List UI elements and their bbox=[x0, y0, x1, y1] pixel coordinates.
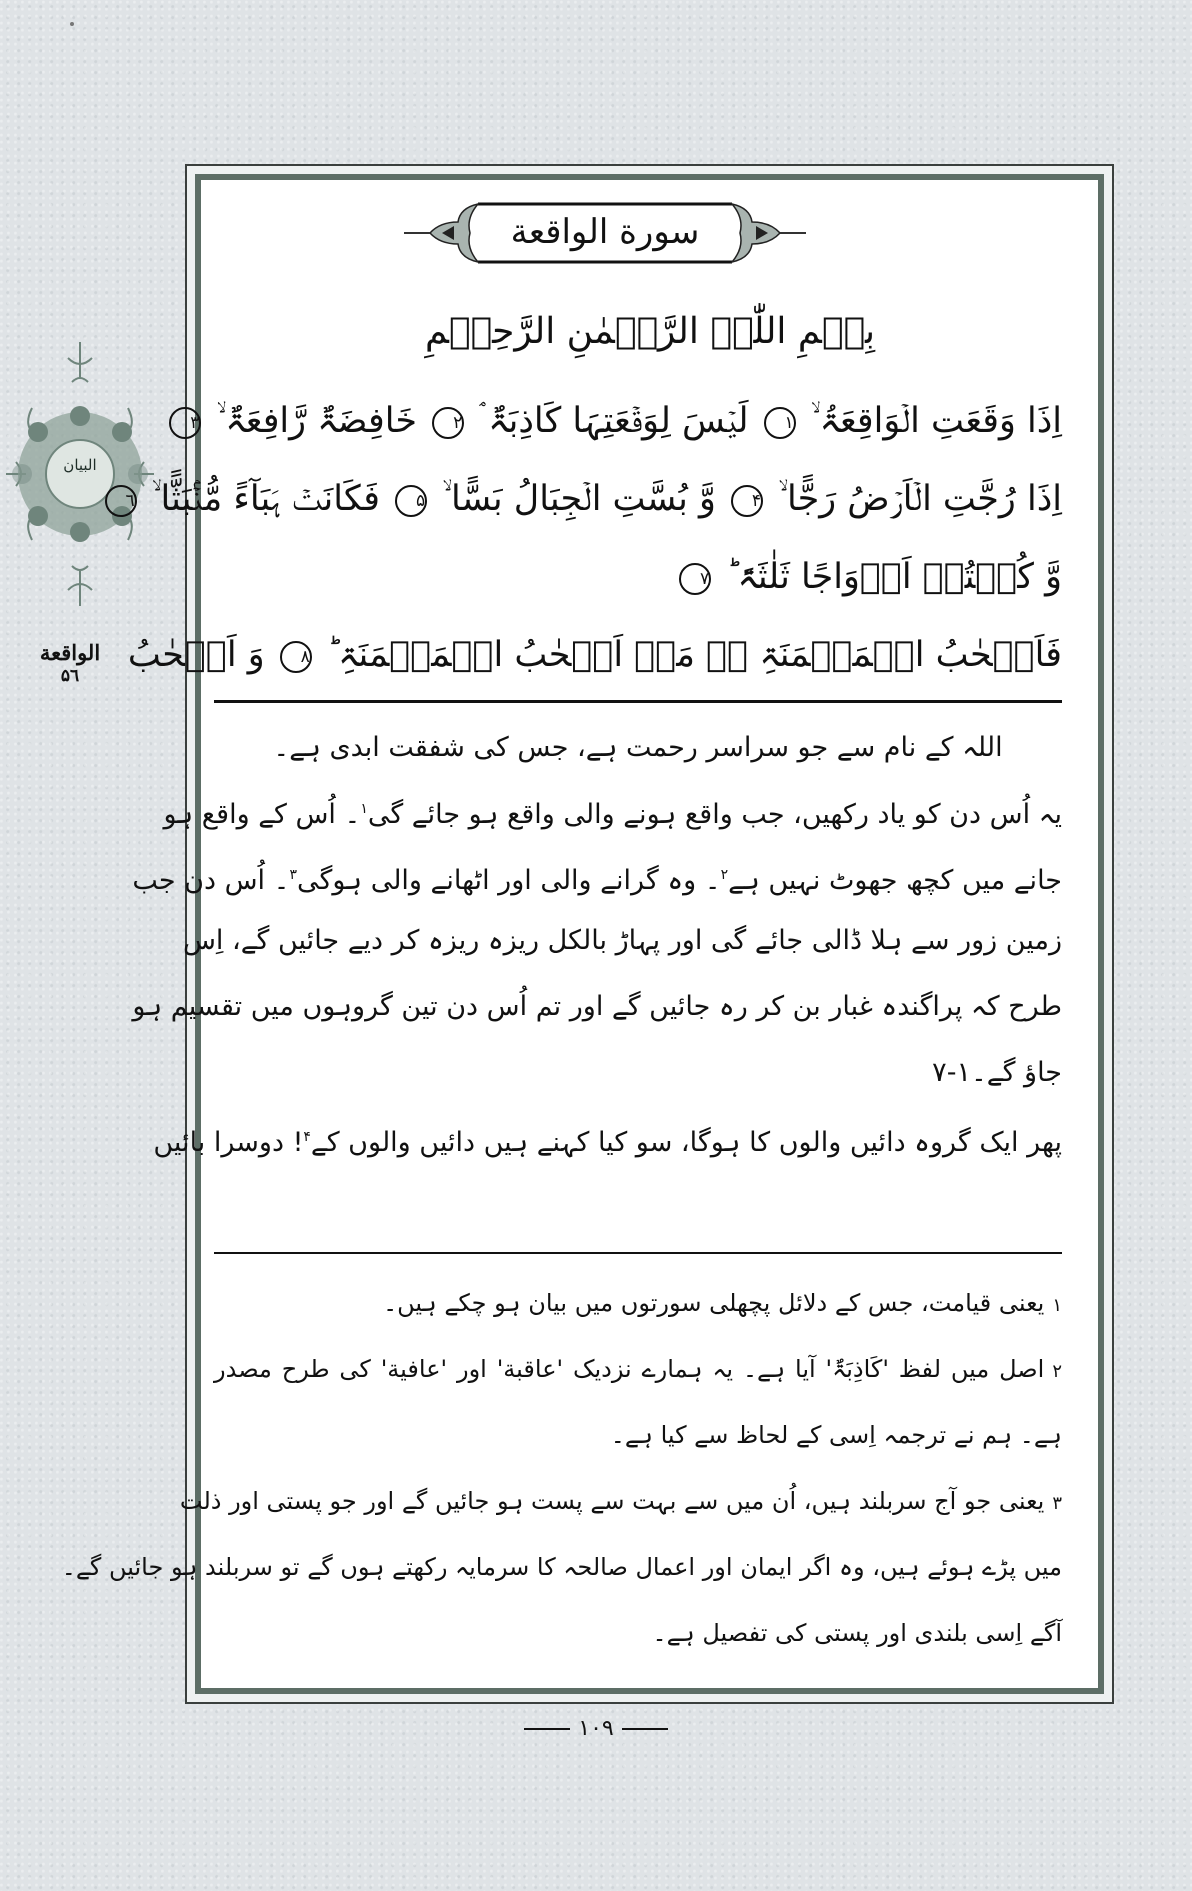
footnote-3-line-1 bbox=[179, 1468, 1062, 1534]
verse-text: وَ اَصۡحٰبُ bbox=[127, 635, 265, 675]
margin-surah-number: ۵٦ bbox=[60, 666, 80, 686]
footnote-ref[interactable]: ۲ bbox=[720, 867, 729, 883]
page-number-dash bbox=[524, 1728, 570, 1730]
arabic-line-1 bbox=[190, 382, 1062, 460]
arabic-line-3 bbox=[214, 538, 1062, 616]
verse-text: فَاَصۡحٰبُ الۡمَیۡمَنَۃِ ۬ۙ مَاۤ اَصۡحٰبُ الۡمَیۡمَنَۃِ ؕ bbox=[326, 635, 1062, 675]
urdu-translation bbox=[132, 720, 1062, 1168]
footnote-3-line-2 bbox=[61, 1534, 1062, 1600]
footnote-text: آگے اِسی بلندی اور پستی کی تفصیل ہے۔ bbox=[652, 1619, 1062, 1647]
footnotes bbox=[61, 1270, 1062, 1666]
footnote-text: یعنی جو آج سربلند ہیں، اُن میں سے بہت سے پست ہو جائیں گے اور جو پستی اور ذلت bbox=[179, 1487, 1045, 1515]
translation-bismillah: اللہ کے نام سے جو سراسر رحمت ہے، جس کی شفقت ابدی ہے۔ bbox=[273, 732, 1003, 763]
page-number bbox=[0, 1716, 1192, 1741]
translation-text: جانے میں کچھ جھوٹ نہیں ہے bbox=[728, 865, 1062, 896]
footnote-2-line-2 bbox=[214, 1402, 1062, 1468]
ayah-number-marker: ٦ bbox=[105, 485, 137, 517]
page-number-dash bbox=[622, 1728, 668, 1730]
verse-text: اِذَا وَقَعَتِ الۡوَاقِعَۃُ ۙ bbox=[810, 401, 1062, 441]
translation-text: زمین زور سے ہلا ڈالی جائے گی اور پہاڑ بالکل ریزہ ریزہ کر دیے جائیں گے، اِس bbox=[182, 925, 1062, 956]
arabic-line-2 bbox=[125, 460, 1062, 538]
translation-line-6 bbox=[153, 1106, 1062, 1168]
footnote-number: ۲ bbox=[1052, 1361, 1062, 1382]
bismillah-arabic: بِسۡمِ اللّٰہِ الرَّحۡمٰنِ الرَّحِیۡمِ bbox=[424, 311, 876, 352]
translation-text: پھر ایک گروہ دائیں والوں کا ہوگا، سو کیا کہنے ہیں دائیں والوں کے bbox=[310, 1127, 1062, 1158]
scan-speck bbox=[70, 22, 74, 26]
footnote-3-line-3 bbox=[214, 1600, 1062, 1666]
translation-line-4 bbox=[132, 974, 1062, 1040]
footnote-text: ہے۔ ہم نے ترجمہ اِسی کے لحاظ سے کیا ہے۔ bbox=[610, 1421, 1062, 1449]
translation-line-3 bbox=[182, 908, 1062, 974]
verse-text: لَیۡسَ لِوَقۡعَتِہَا کَاذِبَۃٌ ۘ bbox=[479, 401, 749, 441]
footnote-text: میں پڑے ہوئے ہیں، وہ اگر ایمان اور اعمال صالحہ کا سرمایہ رکھتے ہوں گے تو سربلند ہو جائیں گے۔ bbox=[61, 1553, 1062, 1581]
ayah-number-marker: ۸ bbox=[280, 641, 312, 673]
translation-line-5 bbox=[214, 1040, 1062, 1106]
arabic-verses bbox=[125, 382, 1062, 694]
translation-text: ۔ وہ گرانے والی اور اٹھانے والی ہوگی bbox=[296, 865, 721, 896]
footnote-ref[interactable]: ۴ bbox=[303, 1129, 311, 1145]
ayah-number-marker: ۴ bbox=[731, 485, 763, 517]
verse-text: اِذَا رُجَّتِ الۡاَرۡضُ رَجًّا ۙ bbox=[778, 479, 1062, 519]
footnote-number: ۱ bbox=[1052, 1295, 1062, 1316]
translation-text: ! دوسرا بائیں bbox=[153, 1127, 304, 1158]
ayah-number-marker: ۵ bbox=[395, 485, 427, 517]
footnote-2-line-1 bbox=[214, 1336, 1062, 1402]
footnote-text: اصل میں لفظ 'کَاذِبَۃٌ' آیا ہے۔ یہ ہمارے نزدیک 'عاقبة' اور 'عافیة' کی طرح مصدر bbox=[214, 1355, 1045, 1383]
ayah-number-marker: ۱ bbox=[764, 407, 796, 439]
translation-text: طرح کہ پراگندہ غبار بن کر رہ جائیں گے اور تم اُس دن تین گروہوں میں تقسیم ہو bbox=[132, 991, 1062, 1022]
translation-text: ۔ اُس کے واقع ہو bbox=[163, 799, 361, 830]
translation-line-2 bbox=[132, 842, 1062, 908]
verse-text: خَافِضَۃٌ رَّافِعَۃٌ ۙ bbox=[216, 401, 418, 441]
translation-text: ۔ اُس دن جب bbox=[132, 865, 290, 896]
translation-text: جاؤ گے۔۱-۷ bbox=[932, 1057, 1062, 1088]
book-title-badge: البیان bbox=[63, 456, 97, 474]
arabic-line-4 bbox=[127, 616, 1062, 694]
verse-text: فَکَانَتۡ ہَبَآءً مُّنۡۢبَثًّا ۙ bbox=[151, 479, 381, 519]
footnote-number: ۳ bbox=[1052, 1493, 1062, 1514]
footnote-1 bbox=[214, 1270, 1062, 1336]
surah-title: سورة الواقعة bbox=[510, 212, 700, 252]
footnote-text: یعنی قیامت، جس کے دلائل پچھلی سورتوں میں بیان ہو چکے ہیں۔ bbox=[383, 1289, 1045, 1317]
translation-line-1 bbox=[163, 776, 1062, 842]
translation-text: یہ اُس دن کو یاد رکھیں، جب واقع ہونے والی واقع ہو جائے گی bbox=[367, 799, 1062, 830]
surah-title-cartouche bbox=[400, 198, 810, 268]
ayah-number-marker: ۳ bbox=[169, 407, 201, 439]
footnote-divider bbox=[214, 1252, 1062, 1254]
page-number-value: ۱۰۹ bbox=[578, 1716, 614, 1741]
section-divider-arabic bbox=[214, 700, 1062, 703]
footnote-ref[interactable]: ۳ bbox=[289, 867, 297, 883]
margin-surah-name: الواقعة bbox=[39, 640, 101, 665]
ayah-number-marker: ۲ bbox=[432, 407, 464, 439]
footnote-ref[interactable]: ۱ bbox=[360, 801, 368, 817]
margin-surah-marker bbox=[20, 640, 120, 686]
verse-text: وَّ بُسَّتِ الۡجِبَالُ بَسًّا ۙ bbox=[442, 479, 716, 519]
ayah-number-marker: ۷ bbox=[679, 563, 711, 595]
verse-text: وَّ کُنۡتُمۡ اَزۡوَاجًا ثَلٰثَۃً ؕ bbox=[726, 557, 1062, 597]
